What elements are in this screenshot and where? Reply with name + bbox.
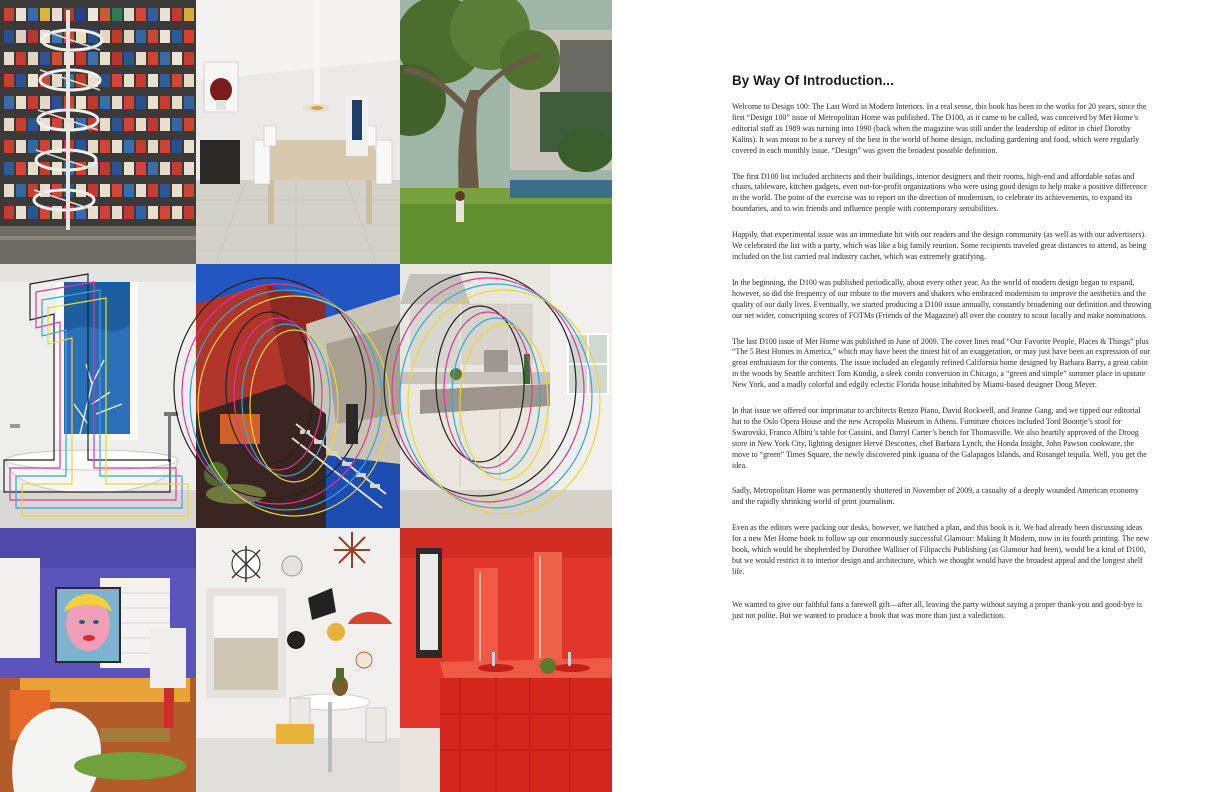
paragraph-7: Sadly, Metropolitan Home was permanently shuttered in November of 2009, a casualty of a deeply wounded American economy and the rapidly shrinking world of print journalism.: [732, 486, 1139, 507]
article-body: [732, 73, 1152, 637]
paragraph-6: In that issue we offered our imprimatur to architects Renzo Piano, David Rockwell, and Jeanne Gang, and we tipped our editorial hat to the Oslo Opera House and the new Acropolis Museum in Athens. Furniture choices included Tord Boontje’s stool for Swarovski, Franco Albini’s table for Cassini, and Darryl Carter’s bench for Thomasville. We also heartily approved of the Droog store in New York City, lighting designer Hervé Descottes, chef Barbara Lynch, the Honda Insight, John Pawson cookware, the move to “green” Times Square, the newly discovered pink iguana of the Galapagos Islands, and Rosangel tequila. Well, you get the idea.: [732, 406, 1147, 470]
garden-tree-house-photo: [400, 0, 612, 264]
paragraph-9: We wanted to give our faithful fans a farewell gift—after all, leaving the party without saying a proper thank-you and good-bye is just not polite. But we wanted to produce a book that was more than just a valediction.: [732, 599, 1142, 620]
red-bathroom-vanity-photo: [400, 528, 612, 792]
paragraph-5: The last D100 issue of Met Home was published in June of 2009. The cover lines read “Our Favorite People, Places & Things” plus “The 5 Best Homes in America,” which may have been the tiniest bit of an exaggeration, or may just have been an expression of our great enthusiasm for the contents. The issue included an elegantly refined California home designed by Barbara Barry, a great cabin in the woods by Seattle architect Tom Kundig, a sleek condo conversion in Chicago, a “green and simple” summer place in upstate New York, and a madly colorful and edgily eclectic Florida house inhabited by Miami-based designer Doug Meyer.: [732, 336, 1151, 390]
white-bathroom-tub-photo: [0, 264, 196, 528]
clock-wall-dining-photo: [196, 528, 400, 792]
paragraph-4: In the beginning, the D100 was published periodically, about every other year. As the world of modern design began to expand, however, so did the frequency of our tribute to the movers and shakers who embraced modernism to improve the aesthetics and the quality of our daily lives. Eventually, we started producing a D100 issue annually, constantly broadening our definition and throwing our net wider, conscripting scores of FOTMs (Friends of the Magazine) all over the country to scout locally and make nominations.: [732, 277, 1152, 320]
paragraph-1: Welcome to Design 100: The Last Word in Modern Interiors. In a real sense, this book has been in the works for 20 years, since the first “Design 100” issue of Metropolitan Home was published. The D100, as it came to be called, was conceived by Met Home’s editorial staff as 1989 was turning into 1990 (back when the magazine was still under the leadership of editor in chief Dorothy Kalins). It was meant to be a survey of the best in the world of home design, including gardening and food, which were regularly covered in each monthly issue. “Design” was given the broadest possible definition.: [732, 102, 1147, 155]
paragraph-3: Happily, that experimental issue was an immediate hit with our readers and the design community (as well as with our advertisers). We celebrated the list with a party, which was like a big family reunion. Some recipients traveled great distances to attend, as being included on the list carried real industry cachet, which was extremely gratifying.: [732, 230, 1147, 261]
paragraph-8: Even as the editors were packing our desks, however, we hatched a plan, and this book is it. We had already been discussing ideas for a new Met Home book to follow up our enormously successful Glamour: Making It Modern, now in its fourth printing. The new book, which would be shepherded by Dorothee Walliser of Filipacchi Publishing (as Glamour had been), would be a kind of D100, but we would restrict it to interior design and architecture, which we thought would have the broadest appeal and the longest shelf life.: [732, 523, 1150, 576]
spiral-staircase-bookshelf-photo: [0, 0, 196, 264]
article-page: [612, 0, 1224, 792]
article-title: By Way Of Introduction...: [732, 73, 894, 88]
paragraph-2: The first D100 list included architects and their buildings, interior designers and their rooms, high-end and affordable sofas and chairs, tableware, kitchen gadgets, even not-for-profit organizations who were using good design to help make a positive difference in the world. The point of the exercise was to report on the direction of modernism, to celebrate its achievements, to expand its boundaries, and to win friends and influence people with contemporary sensibilities.: [732, 171, 1147, 214]
white-kitchen-photo: [400, 264, 612, 528]
red-courtyard-stairs-photo: [196, 264, 400, 528]
white-dining-room-photo: [196, 0, 400, 264]
colorful-living-room-photo: [0, 528, 196, 792]
